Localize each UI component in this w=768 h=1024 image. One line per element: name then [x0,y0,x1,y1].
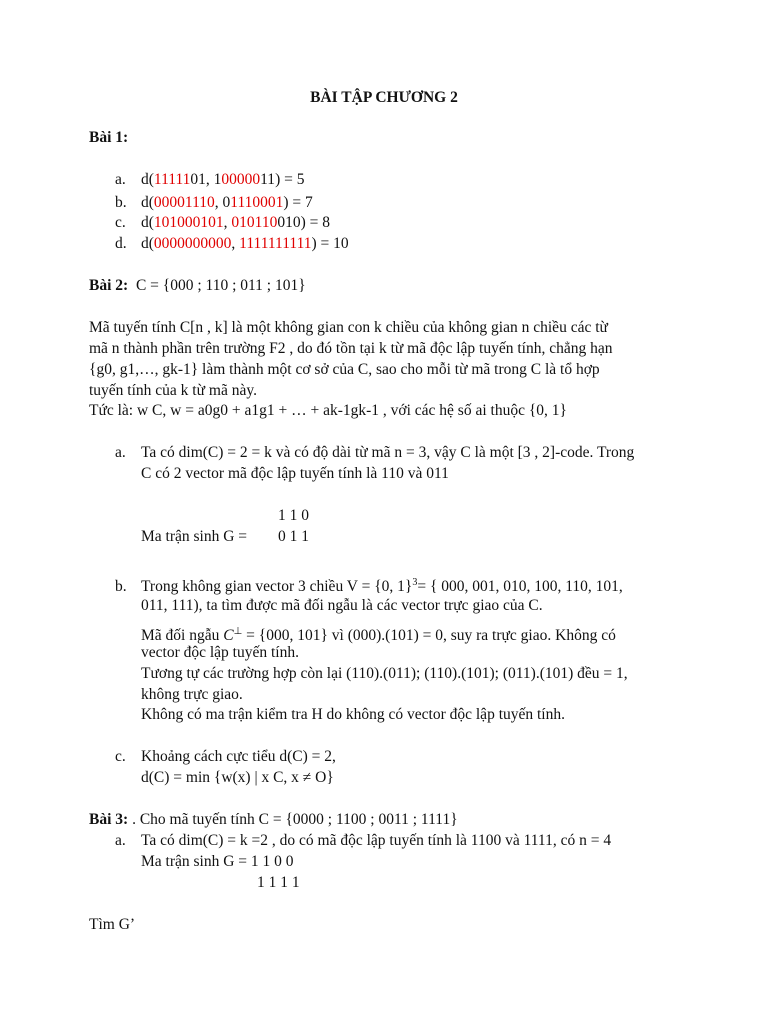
item-marker: c. [115,214,126,231]
matrix-g-row-2: 0 1 1 [278,528,309,545]
bai2a-line-1: a. Ta có dim(C) = 2 = k và có độ dài từ mã n = 3, vậy C là một [3 , 2]-code. Trong [115,444,635,461]
bai2c-line-2: d(C) = min {w(x) | x C, x ≠ O} [141,769,334,786]
item-marker: c. [115,748,126,765]
bai1-item-d: d. d(0000000000, 1111111111) = 10 [115,235,349,252]
bai2b-line-3: Mã đối ngẫu C⊥ = {000, 101} vì (000).(101) = 0, suy ra trực giao. Không có [141,626,616,645]
bai2-heading: Bài 2: [89,277,129,294]
bai2b-line-7: Không có ma trận kiểm tra H do không có vector độc lập tuyến tính. [141,706,565,723]
bai3a-line-2: Ma trận sinh G = 1 1 0 0 [141,853,294,870]
bai2-para-line-1: Mã tuyến tính C[n , k] là một không gian con k chiều của không gian n chiều các từ [89,319,608,336]
bai2b-line-5: Tương tự các trường hợp còn lại (110).(011); (110).(101); (011).(101) đều = 1, [141,665,628,682]
bai1-item-b: b. d(00001110, 01110001) = 7 [115,194,313,211]
bai2b-line-1: b. Trong không gian vector 3 chiều V = {0, 1}$^3$= { 000, 001, 010, 100, 110, 101, [115,577,623,596]
bai2b-line-6: không trực giao. [141,686,243,703]
item-marker: a. [115,832,126,849]
bai1-item-c: c. d(101000101, 010110010) = 8 [115,214,331,231]
bai1-heading: Bài 1: [89,129,129,146]
bai2b-line-4: vector độc lập tuyến tính. [141,644,299,661]
bai2b-line-2: 011, 111), ta tìm được mã đối ngẫu là các vector trực giao của C. [141,597,543,614]
item-marker: b. [115,578,127,596]
bai3-heading-line [89,810,458,830]
item-marker: a. [115,171,126,188]
item-marker: d. [115,235,127,252]
bai2-para-line-2: mã n thành phần trên trường F2 , do đó tồn tại k từ mã độc lập tuyến tính, chẳng hạn [89,340,613,357]
bai2c-line-1: c. Khoảng cách cực tiểu d(C) = 2, [115,748,336,765]
bai3a-matrix-row-2: 1 1 1 1 [257,874,300,891]
bai3-heading: Bài 3: [89,811,129,828]
bai2-heading-line [89,276,306,296]
matrix-g-row-1: 1 1 0 [278,507,309,524]
bai3-intro: . Cho mã tuyến tính C = {0000 ; 1100 ; 0011 ; 1111} [128,811,458,828]
bai3-tail: Tìm G’ [89,916,136,933]
matrix-g-label: Ma trận sinh G = [141,528,248,545]
bai1-item-a: a. d(1111101, 10000011) = 5 [115,171,305,188]
bai2-set: C = {000 ; 110 ; 011 ; 101} [135,277,306,294]
bai2a-line-2: C có 2 vector mã độc lập tuyến tính là 110 và 011 [141,465,449,482]
bai2-para-line-3: {g0, g1,…, gk-1} làm thành một cơ sở của C, sao cho mỗi từ mã trong C là tổ hợp [89,361,600,378]
bai2-para-line-4: tuyến tính của k từ mã này. [89,382,257,399]
item-marker: b. [115,194,127,211]
bai2-para-line-5: Tức là: w C, w = a0g0 + a1g1 + … + ak-1gk-1 , với các hệ số ai thuộc {0, 1} [89,402,567,419]
page-title: BÀI TẬP CHƯƠNG 2 [310,89,458,106]
item-marker: a. [115,444,126,461]
bai3a-line-1: a. Ta có dim(C) = k =2 , do có mã độc lập tuyến tính là 1100 và 1111, có n = 4 [115,832,612,849]
